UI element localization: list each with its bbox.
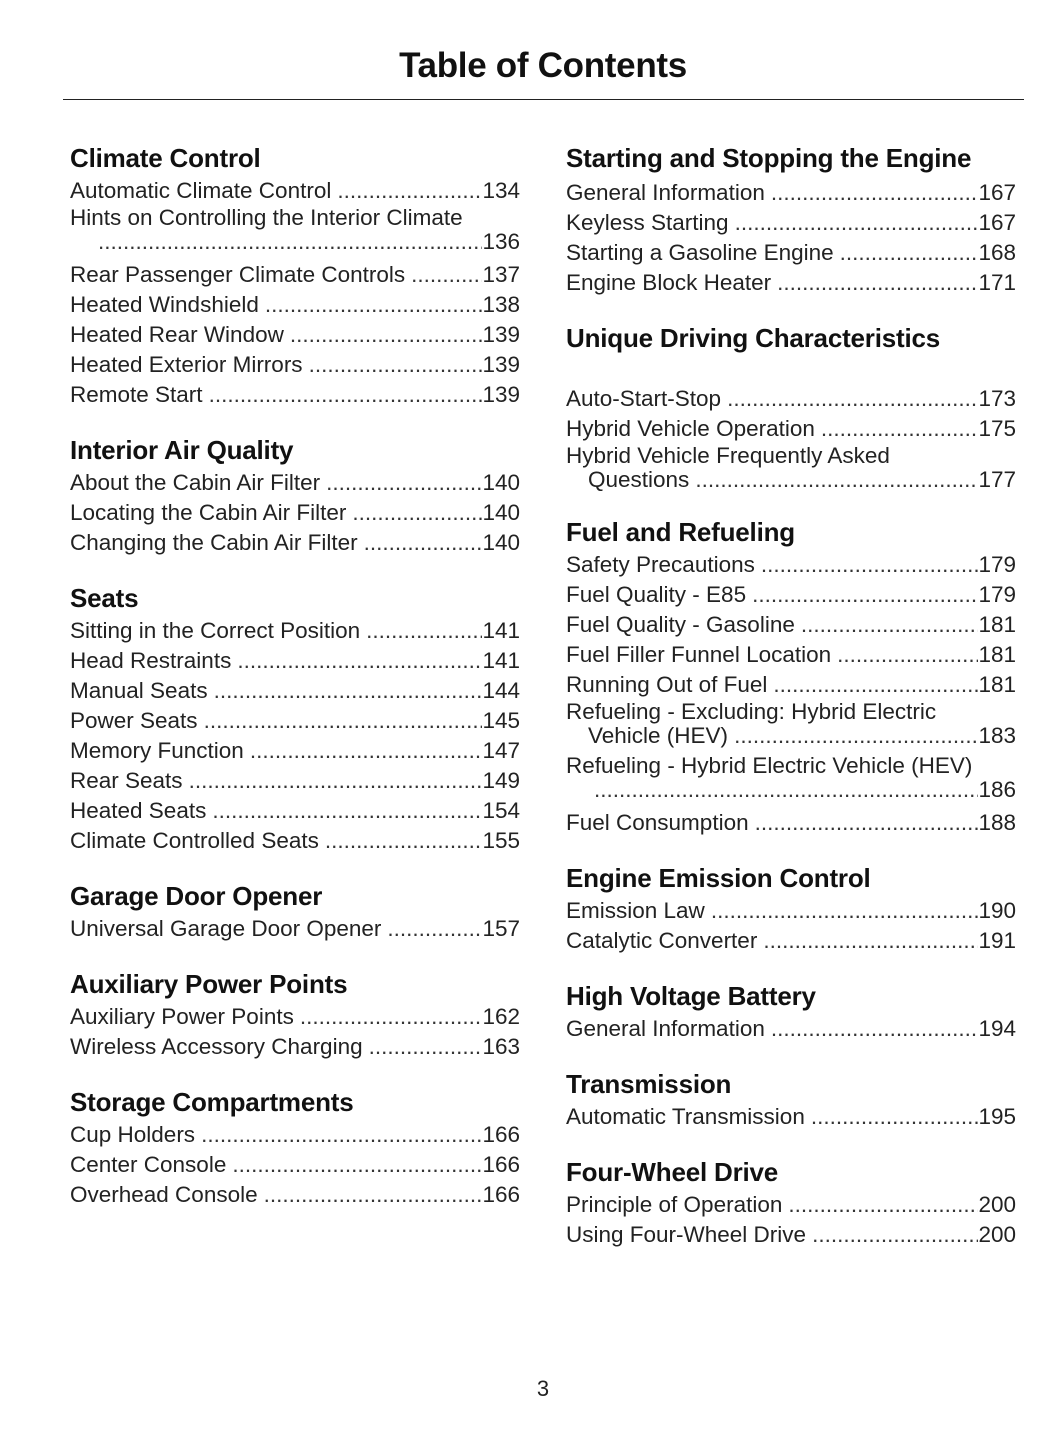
dot-leader — [212, 796, 482, 826]
dot-leader — [755, 808, 979, 838]
entry-label: Heated Rear Window — [70, 322, 284, 347]
section-heading[interactable]: Interior Air Quality — [70, 435, 294, 465]
dot-leader — [237, 646, 482, 676]
dot-leader — [837, 640, 978, 670]
entry-page-number: 171 — [978, 270, 1016, 295]
toc-entry-auto-start-stop[interactable] — [566, 384, 1016, 414]
entry-label: Climate Controlled Seats — [70, 828, 319, 853]
dot-leader — [309, 350, 483, 380]
section-heading[interactable]: Transmission — [566, 1069, 732, 1099]
toc-entry-fuel-quality-e85[interactable] — [566, 580, 1016, 610]
entry-page-number: 167 — [978, 180, 1016, 205]
dot-leader — [752, 580, 978, 610]
toc-section-auxiliary-power-points — [70, 970, 520, 1062]
dot-leader — [821, 414, 979, 444]
toc-entry-head-restraints[interactable] — [70, 646, 520, 676]
toc-entry-fuel-filler-funnel-location[interactable] — [566, 640, 1016, 670]
entry-label: Refueling - Hybrid Electric Vehicle (HEV) — [566, 753, 973, 778]
dot-leader — [189, 766, 483, 796]
entry-label: Auto-Start-Stop — [566, 386, 722, 411]
dot-leader — [771, 1014, 979, 1044]
toc-section-high-voltage-battery — [566, 982, 1016, 1044]
dot-leader — [366, 616, 482, 646]
toc-entry-hybrid-vehicle-operation[interactable] — [566, 414, 1016, 444]
entry-page-number: 168 — [978, 240, 1016, 265]
dot-leader — [801, 610, 979, 640]
entry-page-number: 175 — [978, 416, 1016, 441]
toc-entry-emission-law[interactable] — [566, 896, 1016, 926]
toc-entry-engine-block-heater[interactable] — [566, 268, 1016, 298]
entry-label: Rear Seats — [70, 768, 183, 793]
toc-entry-memory-function[interactable] — [70, 736, 520, 766]
toc-entry-overhead-console[interactable] — [70, 1180, 520, 1210]
toc-entry-auxiliary-power-points[interactable] — [70, 1002, 520, 1032]
entry-label: Engine Block Heater — [566, 270, 772, 295]
entry-page-number: 200 — [978, 1192, 1016, 1217]
entry-label: Locating the Cabin Air Filter — [70, 500, 347, 525]
toc-entry-catalytic-converter[interactable] — [566, 926, 1016, 956]
toc-section-engine-emission-control — [566, 864, 1016, 956]
entry-label: Auxiliary Power Points — [70, 1004, 294, 1029]
entry-page-number: 139 — [482, 352, 520, 377]
entry-label: General Information — [566, 180, 765, 205]
entry-page-number: 162 — [482, 1004, 520, 1029]
entry-label: Fuel Quality - E85 — [566, 582, 747, 607]
toc-entry-locating-the-cabin-air-filter[interactable] — [70, 498, 520, 528]
entry-page-number: 173 — [978, 386, 1016, 411]
dot-leader — [594, 778, 978, 802]
entry-page-number: 186 — [978, 777, 1016, 802]
section-heading[interactable]: High Voltage Battery — [566, 981, 816, 1011]
entry-page-number: 154 — [482, 798, 520, 823]
entry-page-number: 179 — [978, 582, 1016, 607]
entry-page-number: 140 — [482, 470, 520, 495]
entry-label: Memory Function — [70, 738, 244, 763]
toc-entry-refueling-excluding-hybrid-electric[interactable] — [566, 700, 1016, 748]
entry-page-number: 140 — [482, 500, 520, 525]
dot-leader — [209, 380, 483, 410]
entry-label: Running Out of Fuel — [566, 672, 768, 697]
toc-entry-rear-seats[interactable] — [70, 766, 520, 796]
dot-leader — [763, 926, 978, 956]
entry-label: About the Cabin Air Filter — [70, 470, 321, 495]
entry-page-number: 138 — [482, 292, 520, 317]
dot-leader — [761, 550, 979, 580]
entry-continuation-line — [566, 724, 1016, 748]
section-heading[interactable]: Seats — [70, 583, 139, 613]
entry-page-number: 155 — [482, 828, 520, 853]
page-number: 3 — [536, 1376, 550, 1401]
entry-page-number: 134 — [482, 178, 520, 203]
dot-leader — [369, 1032, 483, 1062]
entry-page-number: 137 — [482, 262, 520, 287]
entry-page-number: 157 — [482, 916, 520, 941]
dot-leader — [387, 914, 482, 944]
entry-page-number: 181 — [978, 672, 1016, 697]
title-divider — [63, 99, 1024, 100]
entry-page-number: 177 — [978, 467, 1016, 492]
entry-continuation: Questions — [588, 467, 690, 492]
entry-page-number: 183 — [978, 723, 1016, 748]
toc-entry-using-four-wheel-drive[interactable] — [566, 1220, 1016, 1250]
toc-entry-wireless-accessory-charging[interactable] — [70, 1032, 520, 1062]
entry-label: Keyless Starting — [566, 210, 729, 235]
entry-label: Catalytic Converter — [566, 928, 758, 953]
toc-section-seats — [70, 584, 520, 856]
section-heading[interactable]: Engine Emission Control — [566, 863, 871, 893]
dot-leader — [98, 230, 482, 254]
entry-label: Refueling - Excluding: Hybrid Electric — [566, 699, 937, 724]
entry-page-number: 190 — [978, 898, 1016, 923]
dot-leader — [264, 1180, 483, 1210]
section-heading[interactable]: Four-Wheel Drive — [566, 1157, 779, 1187]
toc-entry-refueling-hybrid-electric-vehicle-hev[interactable] — [566, 754, 1016, 802]
entry-label: Emission Law — [566, 898, 705, 923]
section-heading[interactable]: Fuel and Refueling — [566, 517, 795, 547]
toc-section-storage-compartments — [70, 1088, 520, 1210]
toc-entry-safety-precautions[interactable] — [566, 550, 1016, 580]
toc-entry-manual-seats[interactable] — [70, 676, 520, 706]
entry-page-number: 166 — [482, 1182, 520, 1207]
toc-entry-starting-a-gasoline-engine[interactable] — [566, 238, 1016, 268]
entry-page-number: 195 — [978, 1104, 1016, 1129]
toc-entry-heated-windshield[interactable] — [70, 290, 520, 320]
entry-label: Overhead Console — [70, 1182, 258, 1207]
entry-label: Sitting in the Correct Position — [70, 618, 361, 643]
toc-section-four-wheel-drive — [566, 1158, 1016, 1250]
entry-label: Principle of Operation — [566, 1192, 783, 1217]
section-heading[interactable]: Auxiliary Power Points — [70, 969, 348, 999]
entry-label: Fuel Quality - Gasoline — [566, 612, 795, 637]
entry-label: Heated Exterior Mirrors — [70, 352, 303, 377]
dot-leader — [811, 1102, 979, 1132]
toc-entry-universal-garage-door-opener[interactable] — [70, 914, 520, 944]
entry-label: Heated Seats — [70, 798, 207, 823]
dot-leader — [214, 676, 483, 706]
toc-entry-automatic-climate-control[interactable] — [70, 176, 520, 206]
dot-leader — [337, 176, 482, 206]
entry-page-number: 139 — [482, 382, 520, 407]
dot-leader — [326, 468, 482, 498]
toc-entry-hybrid-vehicle-frequently-asked[interactable] — [566, 444, 1016, 492]
entry-label: Heated Windshield — [70, 292, 259, 317]
entry-page-number: 200 — [978, 1222, 1016, 1247]
entry-page-number: 166 — [482, 1152, 520, 1177]
entry-label: Head Restraints — [70, 648, 232, 673]
dot-leader — [325, 826, 483, 856]
entry-page-number: 141 — [482, 648, 520, 673]
toc-section-climate-control — [70, 144, 520, 410]
entry-page-number: 181 — [978, 642, 1016, 667]
dot-leader — [840, 238, 979, 268]
entry-label: Hybrid Vehicle Frequently Asked — [566, 443, 890, 468]
toc-entry-climate-controlled-seats[interactable] — [70, 826, 520, 856]
toc-right-column — [566, 145, 1016, 1276]
entry-label: Rear Passenger Climate Controls — [70, 262, 406, 287]
toc-entry-fuel-quality-gasoline[interactable] — [566, 610, 1016, 640]
section-heading[interactable]: Storage Compartments — [70, 1087, 354, 1117]
entry-label: Remote Start — [70, 382, 203, 407]
entry-label: Hybrid Vehicle Operation — [566, 416, 815, 441]
section-heading[interactable]: Garage Door Opener — [70, 881, 323, 911]
entry-page-number: 191 — [978, 928, 1016, 953]
entry-page-number: 139 — [482, 322, 520, 347]
dot-leader — [250, 736, 483, 766]
entry-page-number: 140 — [482, 530, 520, 555]
dot-leader — [290, 320, 483, 350]
dot-leader — [364, 528, 483, 558]
toc-entry-fuel-consumption[interactable] — [566, 808, 1016, 838]
entry-page-number: 163 — [482, 1034, 520, 1059]
entry-label: Center Console — [70, 1152, 227, 1177]
entry-label: Using Four-Wheel Drive — [566, 1222, 807, 1247]
entry-continuation-line — [566, 778, 1016, 802]
dot-leader — [201, 1120, 482, 1150]
entry-label: Starting a Gasoline Engine — [566, 240, 834, 265]
entry-label: Changing the Cabin Air Filter — [70, 530, 358, 555]
dot-leader — [695, 468, 978, 492]
entry-page-number: 166 — [482, 1122, 520, 1147]
entry-page-number: 194 — [978, 1016, 1016, 1041]
toc-entry-keyless-starting[interactable] — [566, 208, 1016, 238]
entry-continuation: Vehicle (HEV) — [588, 723, 729, 748]
section-heading[interactable]: Starting and Stopping the Engine — [566, 143, 972, 173]
entry-page-number: 188 — [978, 810, 1016, 835]
entry-label: Hints on Controlling the Interior Climate — [70, 205, 463, 230]
toc-section-fuel-and-refueling — [566, 518, 1016, 838]
toc-entry-heated-exterior-mirrors[interactable] — [70, 350, 520, 380]
section-heading[interactable]: Unique Driving Characteristics — [566, 323, 940, 353]
toc-entry-automatic-transmission[interactable] — [566, 1102, 1016, 1132]
toc-entry-running-out-of-fuel[interactable] — [566, 670, 1016, 700]
dot-leader — [788, 1190, 978, 1220]
entry-page-number: 141 — [482, 618, 520, 643]
toc-entry-sitting-in-the-correct-position[interactable] — [70, 616, 520, 646]
toc-entry-general-information[interactable] — [566, 178, 1016, 208]
entry-label: Cup Holders — [70, 1122, 196, 1147]
entry-page-number: 144 — [482, 678, 520, 703]
entry-label: Fuel Filler Funnel Location — [566, 642, 832, 667]
entry-label: Power Seats — [70, 708, 198, 733]
toc-section-transmission — [566, 1070, 1016, 1132]
entry-page-number: 136 — [482, 229, 520, 254]
dot-leader — [735, 208, 979, 238]
entry-label: Manual Seats — [70, 678, 208, 703]
entry-page-number: 179 — [978, 552, 1016, 577]
entry-label: Wireless Accessory Charging — [70, 1034, 363, 1059]
entry-label: Universal Garage Door Opener — [70, 916, 382, 941]
entry-label: Safety Precautions — [566, 552, 755, 577]
entry-page-number: 147 — [482, 738, 520, 763]
toc-section-garage-door-opener — [70, 882, 520, 944]
toc-entry-cup-holders[interactable] — [70, 1120, 520, 1150]
entry-continuation-line — [566, 468, 1016, 492]
dot-leader — [812, 1220, 978, 1250]
dot-leader — [300, 1002, 483, 1032]
entry-label: Fuel Consumption — [566, 810, 749, 835]
dot-leader — [711, 896, 979, 926]
entry-page-number: 149 — [482, 768, 520, 793]
dot-leader — [734, 724, 978, 748]
toc-entry-remote-start[interactable] — [70, 380, 520, 410]
dot-leader — [352, 498, 482, 528]
dot-leader — [411, 260, 482, 290]
entry-label: General Information — [566, 1016, 765, 1041]
toc-entry-hints-on-controlling-the-interior-climate[interactable] — [70, 206, 520, 254]
toc-entry-heated-seats[interactable] — [70, 796, 520, 826]
toc-section-unique-driving-characteristics — [566, 324, 1016, 492]
entry-page-number: 167 — [978, 210, 1016, 235]
section-heading[interactable]: Climate Control — [70, 143, 261, 173]
entry-continuation-line — [70, 230, 520, 254]
toc-entry-power-seats[interactable] — [70, 706, 520, 736]
entry-page-number: 181 — [978, 612, 1016, 637]
dot-leader — [265, 290, 483, 320]
toc-section-interior-air-quality — [70, 436, 520, 558]
dot-leader — [727, 384, 978, 414]
dot-leader — [773, 670, 978, 700]
dot-leader — [204, 706, 483, 736]
toc-entry-principle-of-operation[interactable] — [566, 1190, 1016, 1220]
entry-label: Automatic Climate Control — [70, 178, 332, 203]
toc-entry-rear-passenger-climate-controls[interactable] — [70, 260, 520, 290]
dot-leader — [777, 268, 978, 298]
page-title: Table of Contents — [399, 46, 687, 85]
toc-entry-changing-the-cabin-air-filter[interactable] — [70, 528, 520, 558]
dot-leader — [771, 178, 979, 208]
dot-leader — [232, 1150, 482, 1180]
toc-entry-center-console[interactable] — [70, 1150, 520, 1180]
entry-page-number: 145 — [482, 708, 520, 733]
toc-section-starting-and-stopping-the-engine — [566, 145, 1016, 298]
toc-entry-general-information[interactable] — [566, 1014, 1016, 1044]
entry-label: Automatic Transmission — [566, 1104, 805, 1129]
toc-entry-about-the-cabin-air-filter[interactable] — [70, 468, 520, 498]
toc-left-column — [70, 144, 520, 1236]
toc-entry-heated-rear-window[interactable] — [70, 320, 520, 350]
